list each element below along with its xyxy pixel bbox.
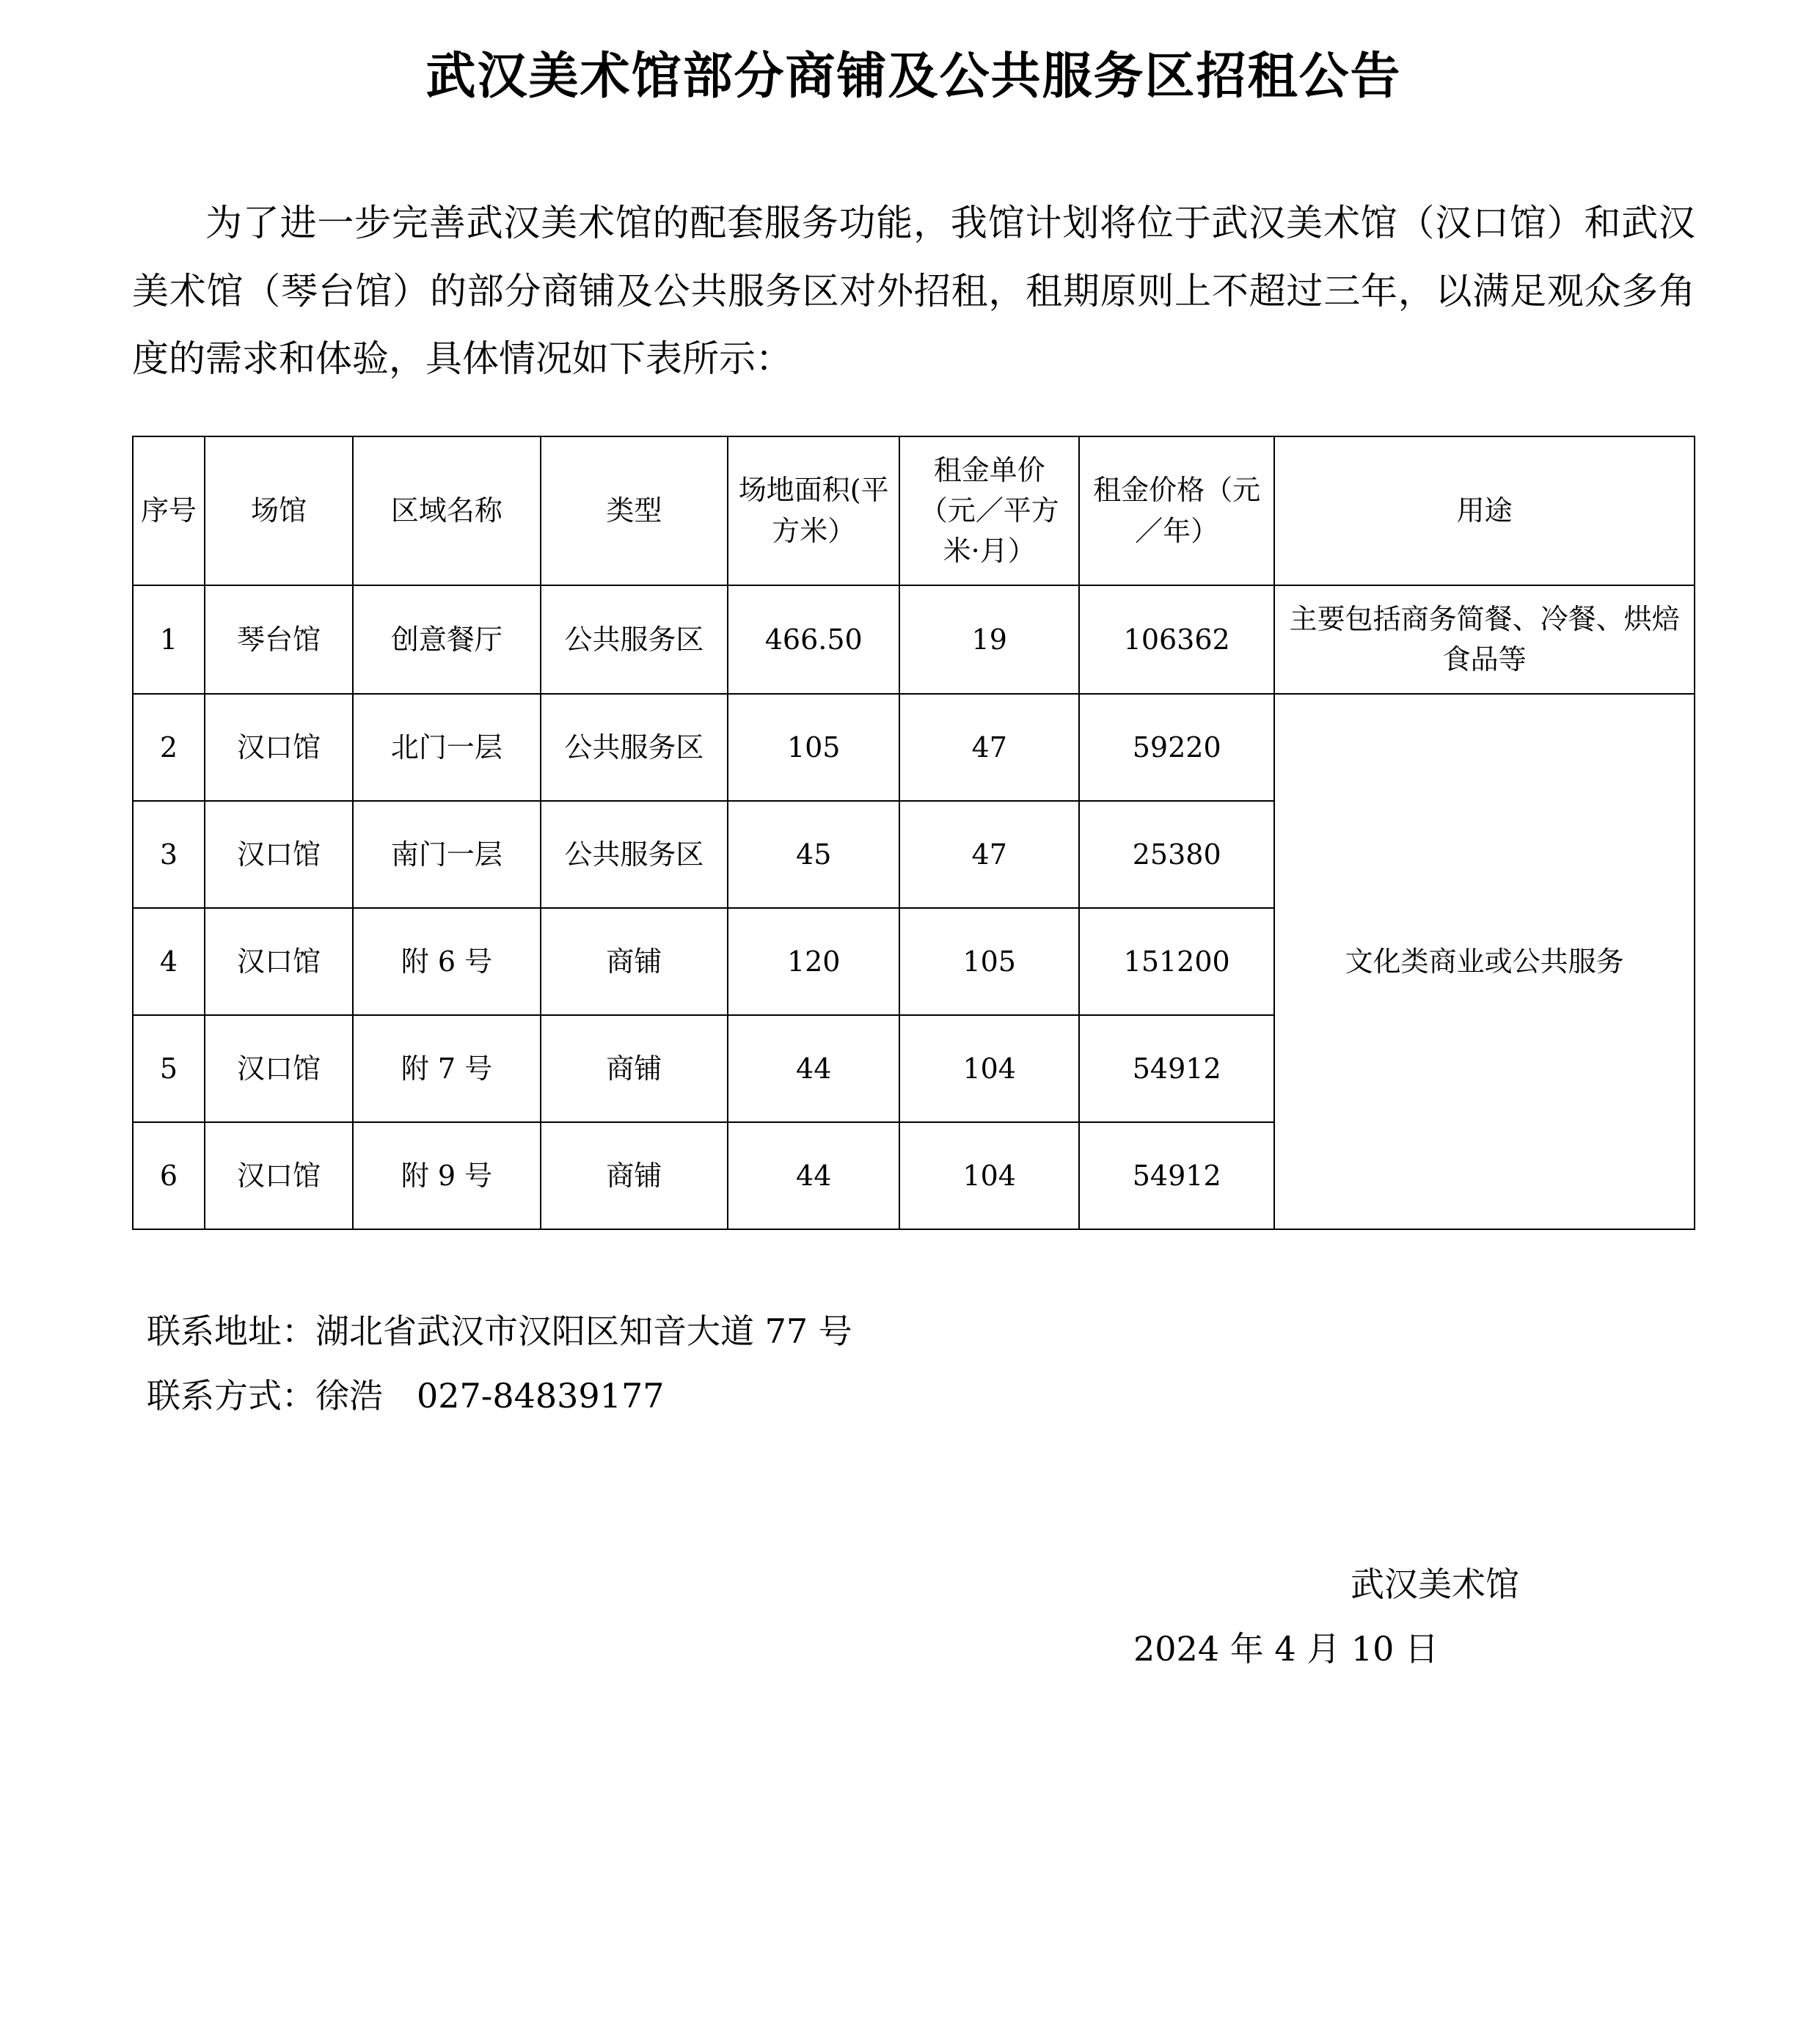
cell-no: 3 — [133, 801, 205, 908]
cell-price: 59220 — [1079, 694, 1274, 801]
cell-unit-price: 47 — [899, 694, 1079, 801]
cell-usage-merged: 文化类商业或公共服务 — [1274, 694, 1695, 1229]
cell-unit-price: 104 — [899, 1015, 1079, 1122]
cell-price: 151200 — [1079, 908, 1274, 1015]
cell-size: 105 — [728, 694, 899, 801]
cell-no: 1 — [133, 585, 205, 694]
cell-no: 2 — [133, 694, 205, 801]
cell-venue: 汉口馆 — [205, 1015, 353, 1122]
cell-venue: 琴台馆 — [205, 585, 353, 694]
cell-unit-price: 104 — [899, 1122, 1079, 1229]
cell-size: 44 — [728, 1122, 899, 1229]
column-header-area-name: 区域名称 — [353, 436, 540, 585]
column-header-venue: 场馆 — [205, 436, 353, 585]
cell-area-name: 南门一层 — [353, 801, 540, 908]
contact-block — [132, 1300, 1695, 1428]
column-header-price: 租金价格（元／年） — [1079, 436, 1274, 585]
cell-area-name: 附 6 号 — [353, 908, 540, 1015]
cell-type: 公共服务区 — [541, 694, 728, 801]
cell-venue: 汉口馆 — [205, 694, 353, 801]
cell-venue: 汉口馆 — [205, 1122, 353, 1229]
column-header-unit-price: 租金单价（元／平方米·月） — [899, 436, 1079, 585]
cell-size: 120 — [728, 908, 899, 1015]
column-header-type: 类型 — [541, 436, 728, 585]
table-row — [133, 585, 1695, 694]
cell-area-name: 附 7 号 — [353, 1015, 540, 1122]
cell-no: 5 — [133, 1015, 205, 1122]
column-header-usage: 用途 — [1274, 436, 1695, 585]
cell-price: 106362 — [1079, 585, 1274, 694]
cell-no: 6 — [133, 1122, 205, 1229]
cell-type: 商铺 — [541, 908, 728, 1015]
cell-type: 公共服务区 — [541, 585, 728, 694]
cell-area-name: 北门一层 — [353, 694, 540, 801]
signature-block — [132, 1553, 1695, 1681]
cell-unit-price: 19 — [899, 585, 1079, 694]
cell-area-name: 附 9 号 — [353, 1122, 540, 1229]
cell-unit-price: 105 — [899, 908, 1079, 1015]
cell-price: 54912 — [1079, 1122, 1274, 1229]
signature-date: 2024 年 4 月 10 日 — [1133, 1628, 1439, 1669]
cell-size: 466.50 — [728, 585, 899, 694]
contact-address: 联系地址：湖北省武汉市汉阳区知音大道 77 号 — [147, 1311, 852, 1352]
table-header-row — [133, 436, 1695, 585]
cell-size: 45 — [728, 801, 899, 908]
rental-table — [132, 436, 1695, 1230]
cell-area-name: 创意餐厅 — [353, 585, 540, 694]
cell-no: 4 — [133, 908, 205, 1015]
cell-price: 25380 — [1079, 801, 1274, 908]
column-header-size: 场地面积(平方米） — [728, 436, 899, 585]
column-header-no: 序号 — [133, 436, 205, 585]
contact-phone: 联系方式：徐浩 027-84839177 — [147, 1375, 665, 1416]
cell-type: 商铺 — [541, 1122, 728, 1229]
signature-organization: 武汉美术馆 — [1351, 1564, 1519, 1605]
cell-type: 公共服务区 — [541, 801, 728, 908]
cell-type: 商铺 — [541, 1015, 728, 1122]
cell-usage: 主要包括商务简餐、冷餐、烘焙食品等 — [1274, 585, 1695, 694]
cell-venue: 汉口馆 — [205, 801, 353, 908]
cell-venue: 汉口馆 — [205, 908, 353, 1015]
table-row — [133, 694, 1695, 801]
cell-unit-price: 47 — [899, 801, 1079, 908]
cell-size: 44 — [728, 1015, 899, 1122]
intro-paragraph: 为了进一步完善武汉美术馆的配套服务功能，我馆计划将位于武汉美术馆（汉口馆）和武汉美术馆（琴台馆）的部分商铺及公共服务区对外招租，租期原则上不超过三年，以满足观众多角度的需求和体验，具体情况如下表所示： — [132, 202, 1695, 381]
page-title: 武汉美术馆部分商铺及公共服务区招租公告 — [425, 47, 1402, 106]
cell-price: 54912 — [1079, 1015, 1274, 1122]
